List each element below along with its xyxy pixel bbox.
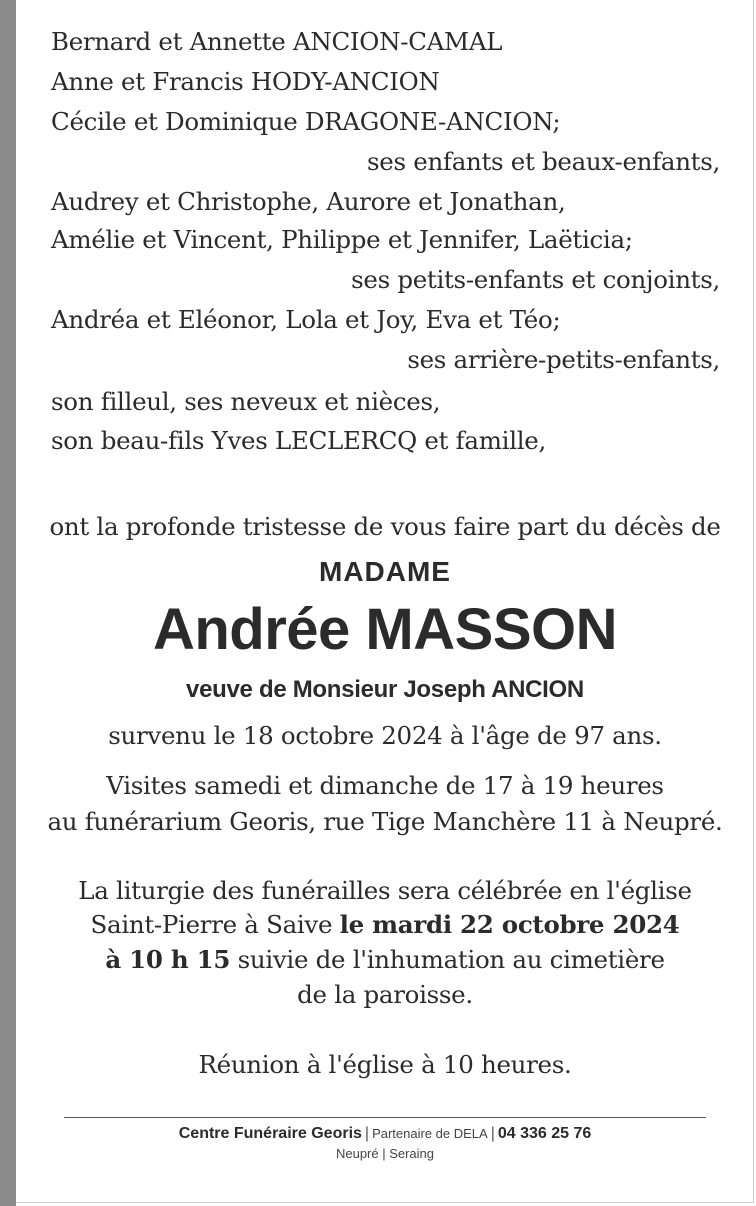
meeting-line: Réunion à l'église à 10 heures. <box>198 1050 572 1079</box>
footer-company: Centre Funéraire Georis <box>178 1125 362 1142</box>
death-date-line: survenu le 18 octobre 2024 à l'âge de 97 ans. <box>108 721 662 750</box>
funeral-line <box>16 910 754 939</box>
funeral-line: La liturgie des funérailles sera célébrée en l'église <box>78 876 692 905</box>
family-line: Cécile et Dominique DRAGONE-ANCION; <box>51 107 561 136</box>
family-line: Bernard et Annette ANCION-CAMAL <box>51 27 503 56</box>
funeral-line: de la paroisse. <box>297 980 473 1009</box>
family-role: ses petits-enfants et conjoints, <box>351 265 720 294</box>
family-line: Anne et Francis HODY-ANCION <box>51 67 440 96</box>
footer-divider <box>64 1117 706 1118</box>
footer-partner: Partenaire de DELA <box>372 1126 488 1141</box>
widow-line: veuve de Monsieur Joseph ANCION <box>186 676 584 703</box>
family-line: Audrey et Christophe, Aurore et Jonathan, <box>51 187 566 216</box>
family-line: son filleul, ses neveux et nièces, <box>51 387 441 416</box>
family-line: Andréa et Eléonor, Lola et Joy, Eva et Téo; <box>51 305 561 334</box>
footer-separator: | <box>364 1125 370 1142</box>
deceased-name: Andrée MASSON <box>152 597 617 662</box>
announcement-intro: ont la profonde tristesse de vous faire part du décès de <box>49 512 721 541</box>
funeral-church: Saint-Pierre à Saive <box>90 910 340 939</box>
funeral-time: à 10 h 15 <box>105 945 231 974</box>
family-line: Amélie et Vincent, Philippe et Jennifer, Laëticia; <box>51 225 633 254</box>
funeral-burial: suivie de l'inhumation au cimetière <box>230 945 665 974</box>
footer-info <box>16 1125 754 1143</box>
family-role: ses arrière-petits-enfants, <box>407 345 720 374</box>
family-role: ses enfants et beaux-enfants, <box>367 147 720 176</box>
footer-locations: Neupré | Seraing <box>335 1146 435 1161</box>
left-margin-bar <box>0 0 16 1206</box>
visits-line: au funérarium Georis, rue Tige Manchère 11 à Neupré. <box>47 807 723 836</box>
funeral-line <box>16 945 754 974</box>
deceased-title: MADAME <box>319 556 451 587</box>
footer-phone: 04 336 25 76 <box>497 1125 592 1142</box>
family-line: son beau-fils Yves LECLERCQ et famille, <box>51 426 546 455</box>
footer-separator: | <box>490 1125 495 1142</box>
funeral-date: le mardi 22 octobre 2024 <box>339 910 680 939</box>
visits-line: Visites samedi et dimanche de 17 à 19 heures <box>106 771 664 800</box>
